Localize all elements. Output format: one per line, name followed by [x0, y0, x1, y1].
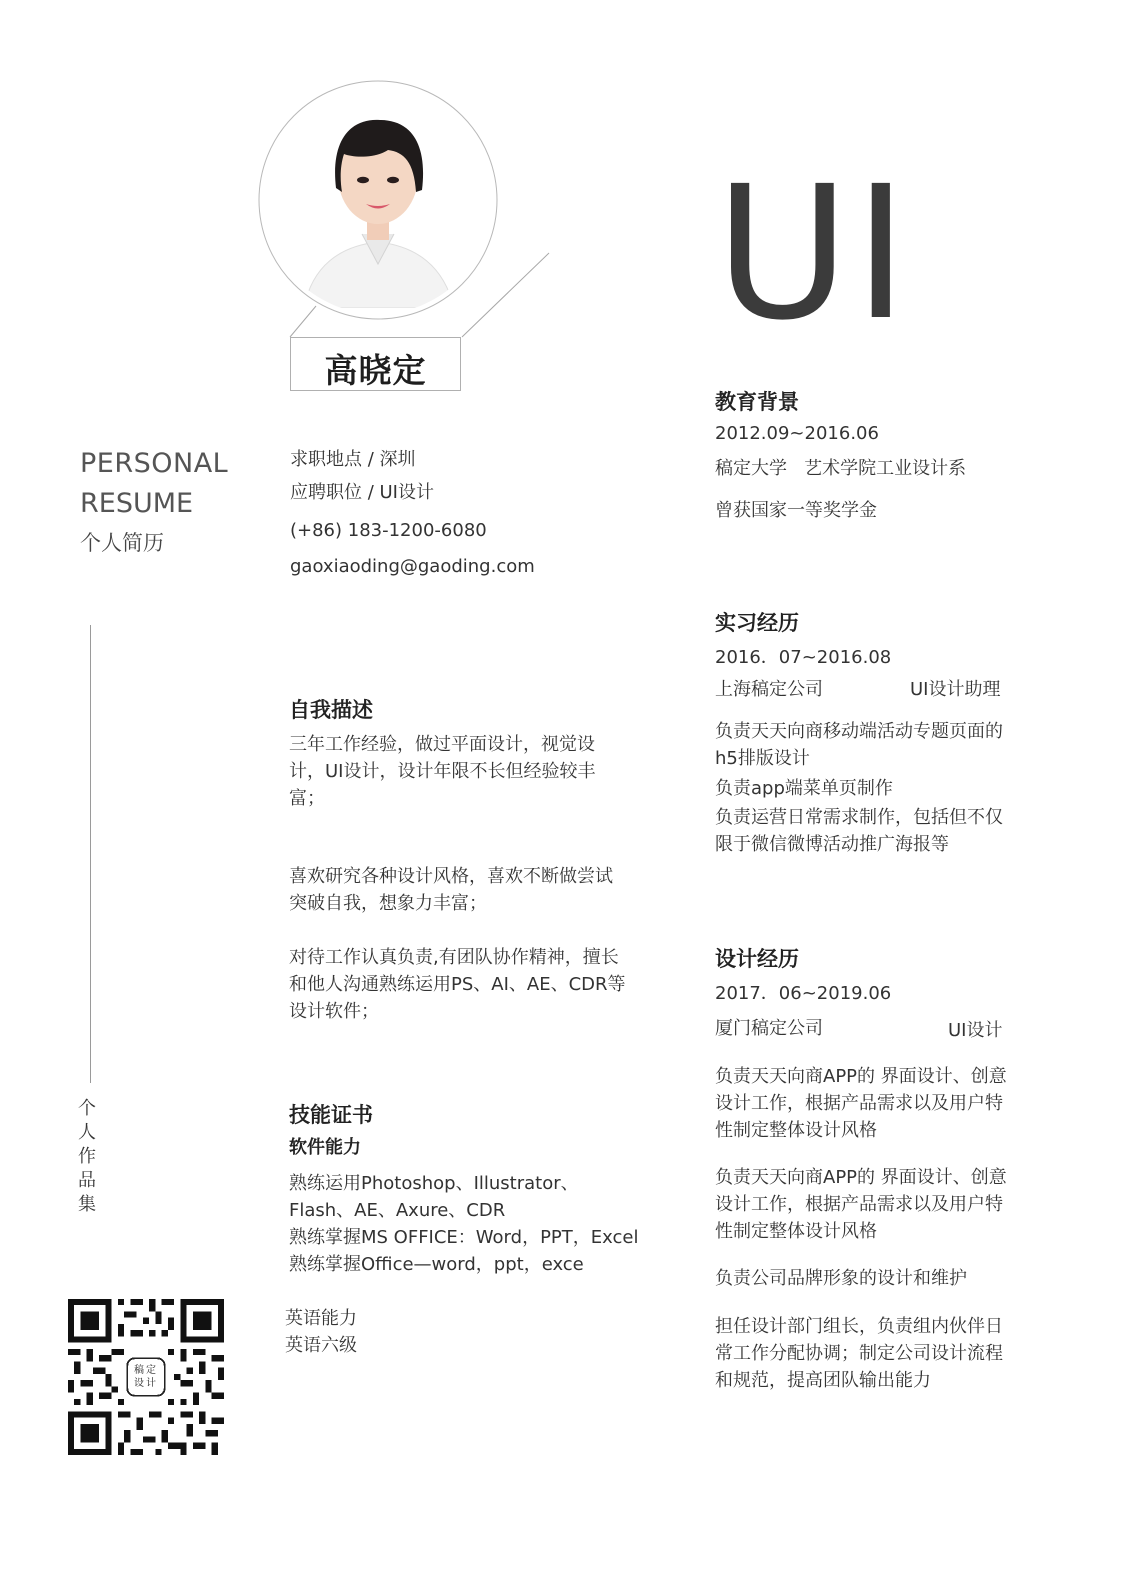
job-location: 求职地点 / 深圳 — [290, 449, 416, 470]
portfolio-label: 个人作品集 — [78, 1098, 96, 1215]
internship-role: UI设计助理 — [910, 679, 1001, 700]
english-level: 英语六级 — [285, 1335, 357, 1356]
software-skill-line-3: 熟练掌握MS OFFICE：Word，PPT，Excel — [289, 1227, 639, 1248]
skills-title: 技能证书 — [289, 1103, 373, 1127]
candidate-name: 高晓定 — [324, 351, 427, 390]
design-exp-company: 厦门稿定公司 — [715, 1018, 823, 1039]
education-title: 教育背景 — [715, 390, 799, 414]
qr-badge-text-1: 稿定 — [134, 1365, 158, 1376]
qr-badge-text-2: 设计 — [134, 1378, 158, 1389]
internship-title: 实习经历 — [715, 611, 799, 635]
internship-company: 上海稿定公司 — [715, 679, 823, 700]
software-skills-title: 软件能力 — [289, 1137, 361, 1158]
design-exp-duty-3: 负责公司品牌形象的设计和维护 — [715, 1268, 967, 1289]
internship-duty-3: 负责运营日常需求制作，包括但不仅限于微信微博活动推广海报等 — [715, 807, 1003, 855]
design-exp-duty-2: 负责天天向商APP的 界面设计、创意设计工作，根据产品需求以及用户特性制定整体设计风格 — [715, 1167, 1007, 1242]
design-exp-title: 设计经历 — [715, 947, 799, 971]
design-exp-role: UI设计 — [948, 1020, 1003, 1041]
phone-number[interactable]: (+86) 183-1200-6080 — [290, 520, 487, 541]
self-desc-paragraph-2: 喜欢研究各种设计风格，喜欢不断做尝试突破自我，想象力丰富； — [289, 866, 613, 914]
education-school: 稿定大学 艺术学院工业设计系 — [715, 458, 967, 479]
self-desc-title: 自我描述 — [289, 698, 373, 722]
design-exp-duty-1: 负责天天向商APP的 界面设计、创意设计工作，根据产品需求以及用户特性制定整体设计风格 — [715, 1066, 1007, 1141]
internship-duty-1: 负责天天向商移动端活动专题页面的h5排版设计 — [715, 721, 1003, 769]
avatar — [284, 96, 474, 308]
resume-title-cn: 个人简历 — [80, 531, 164, 555]
software-skill-line-1: 熟练运用Photoshop、Illustrator、 — [289, 1173, 579, 1194]
resume-title-en-2: RESUME — [80, 488, 194, 519]
education-period: 2012.09~2016.06 — [715, 423, 879, 444]
big-ui-letters: UI — [715, 147, 912, 361]
design-exp-period: 2017．06~2019.06 — [715, 983, 892, 1004]
qr-code-graphic — [68, 1299, 224, 1455]
english-skills-title: 英语能力 — [285, 1308, 357, 1329]
job-position: 应聘职位 / UI设计 — [290, 482, 434, 503]
self-desc-paragraph-1: 三年工作经验，做过平面设计，视觉设计，UI设计，设计年限不长但经验较丰富； — [289, 734, 596, 809]
self-desc-paragraph-3: 对待工作认真负责,有团队协作精神，擅长和他人沟通熟练运用PS、AI、AE、CDR等设计软件； — [289, 947, 626, 1022]
design-exp-duty-4: 担任设计部门组长，负责组内伙伴日常工作分配协调；制定公司设计流程和规范，提高团队输出能力 — [715, 1316, 1003, 1391]
left-vertical-rule — [90, 625, 91, 1083]
education-award: 曾获国家一等奖学金 — [715, 500, 877, 521]
email-address[interactable]: gaoxiaoding@gaoding.com — [290, 556, 535, 577]
software-skill-line-2: Flash、AE、Axure、CDR — [289, 1200, 506, 1221]
qr-code — [68, 1299, 224, 1459]
resume-title-en-1: PERSONAL — [80, 448, 229, 479]
internship-period: 2016．07~2016.08 — [715, 647, 892, 668]
internship-duty-2: 负责app端菜单页制作 — [715, 778, 893, 799]
software-skill-line-4: 熟练掌握Office—word，ppt，exce — [289, 1254, 584, 1275]
